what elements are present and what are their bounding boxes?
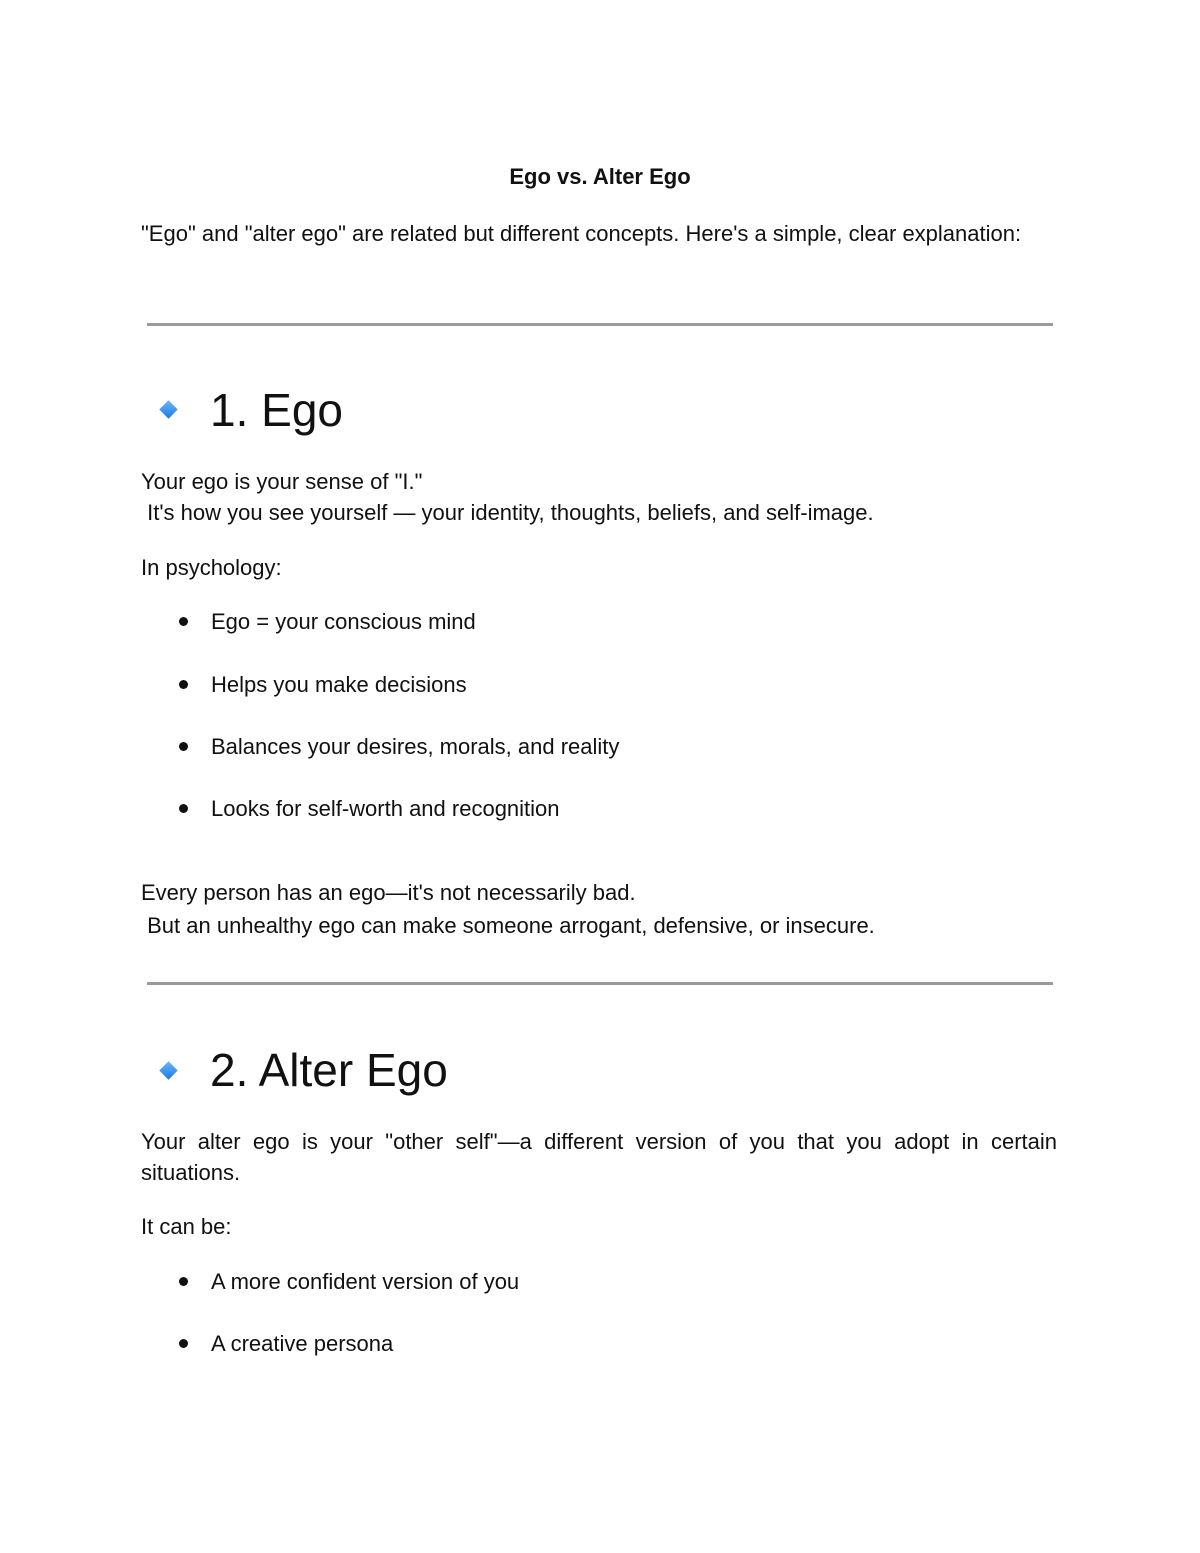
list-item: A creative persona: [211, 1331, 394, 1356]
ego-closing-1: Every person has an ego—it's not necessarily bad.: [141, 880, 636, 905]
diamond-bullet-icon: [159, 1061, 177, 1079]
bullet-icon: [179, 1277, 188, 1286]
intro-paragraph: "Ego" and "alter ego" are related but different concepts. Here's a simple, clear explanation:: [141, 221, 1022, 246]
section-heading-ego: 1. Ego: [210, 384, 343, 436]
bullet-icon: [179, 742, 188, 751]
list-item: Balances your desires, morals, and reality: [211, 734, 620, 759]
list-item: Helps you make decisions: [211, 672, 467, 697]
ego-lead: In psychology:: [141, 555, 282, 580]
alter-ego-lead: It can be:: [141, 1214, 232, 1239]
divider: [147, 982, 1053, 985]
list-item: Looks for self-worth and recognition: [211, 796, 560, 821]
bullet-icon: [179, 804, 188, 813]
bullet-icon: [179, 1339, 188, 1348]
bullet-icon: [179, 617, 188, 626]
ego-closing-2: But an unhealthy ego can make someone arrogant, defensive, or insecure.: [141, 913, 875, 938]
alter-ego-paragraph: Your alter ego is your "other self"—a different version of you that you adopt in certain situations.: [141, 1129, 1057, 1185]
section-heading-alter-ego: 2. Alter Ego: [210, 1044, 448, 1096]
bullet-icon: [179, 680, 188, 689]
document-title: Ego vs. Alter Ego: [509, 164, 691, 189]
diamond-bullet-icon: [159, 400, 177, 418]
divider: [147, 323, 1053, 326]
list-item: Ego = your conscious mind: [211, 609, 476, 634]
ego-line-2: It's how you see yourself — your identity, thoughts, beliefs, and self-image.: [141, 500, 874, 525]
list-item: A more confident version of you: [211, 1269, 520, 1294]
ego-line-1: Your ego is your sense of "I.": [141, 469, 423, 494]
